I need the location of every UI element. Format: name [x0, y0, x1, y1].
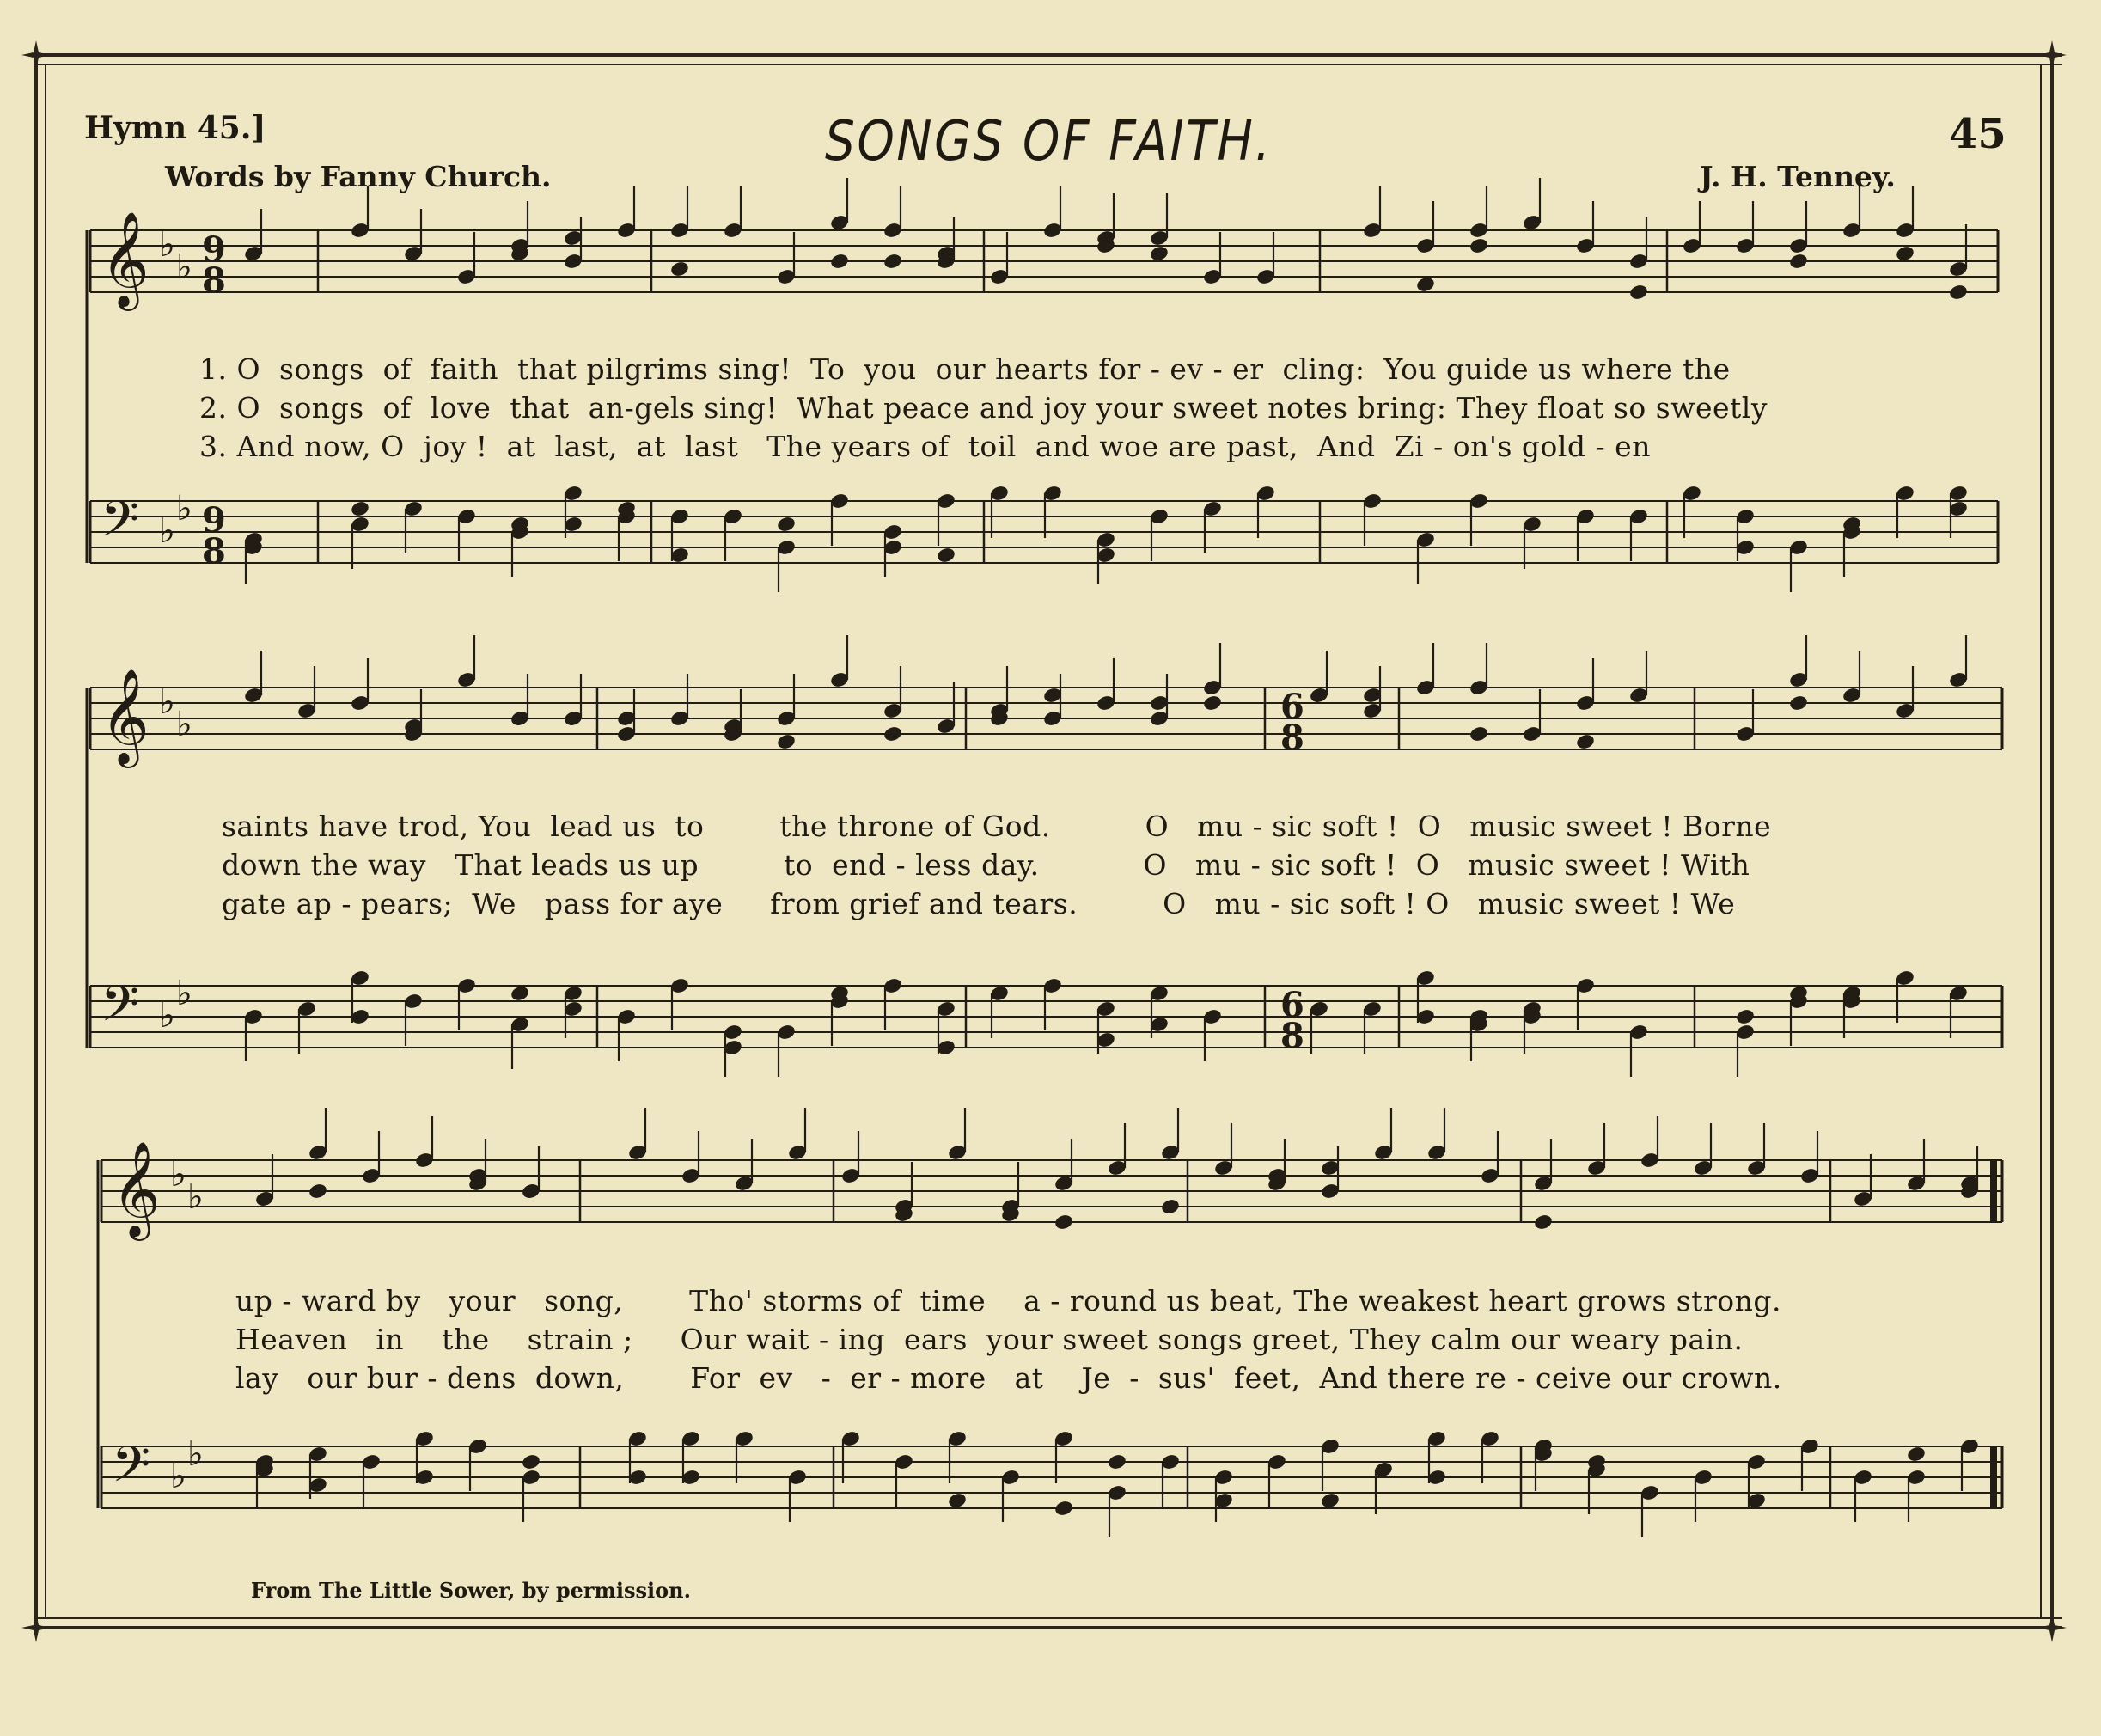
note-head: [1469, 237, 1489, 255]
note-head: [669, 260, 690, 278]
note-head: [1107, 1453, 1127, 1471]
note-head: [521, 1453, 541, 1471]
lyric-line: 1. O songs of faith that pilgrims sing! To you our hearts for - ev - er cling: You guide us where the: [199, 352, 1731, 386]
note-head: [1149, 245, 1170, 263]
bass-clef-icon: 𝄢: [101, 975, 140, 1045]
source-credit: From The Little Sower, by permission.: [251, 1578, 691, 1603]
time-signature-numerator: 9: [202, 229, 226, 270]
lyric-line: down the way That leads us up to end - less day. O mu - sic soft ! O music sweet ! With: [222, 848, 1750, 882]
note-head: [1895, 245, 1915, 263]
note-head: [1735, 1008, 1756, 1026]
flat-icon: ♭: [176, 489, 192, 529]
flat-icon: ♭: [176, 974, 192, 1013]
time-signature-numerator: 6: [1280, 985, 1304, 1025]
note-head: [1533, 1213, 1554, 1232]
lyric-line: saints have trod, You lead us to the throne of God. O mu - sic soft ! O music sweet ! Borne: [222, 810, 1772, 843]
note-head: [1948, 284, 1969, 302]
note-head: [1575, 733, 1596, 751]
flat-icon: ♭: [170, 1155, 186, 1195]
note-head: [1054, 1213, 1074, 1232]
flat-icon: ♭: [176, 705, 192, 744]
note-head: [308, 1183, 328, 1201]
lyric-line: lay our bur - dens down, For ev - er - more at Je - sus' feet, And there re - ceive our crown.: [235, 1361, 1782, 1395]
bass-clef-icon: 𝄢: [101, 490, 140, 560]
note-head: [883, 725, 903, 743]
time-signature-denominator: 8: [202, 531, 226, 572]
lyric-line: gate ap - pears; We pass for aye from grief and tears. O mu - sic soft ! O music sweet ! We: [222, 887, 1736, 920]
flat-icon: ♭: [170, 1457, 186, 1496]
flat-icon: ♭: [159, 996, 175, 1036]
lyric-line: 2. O songs of love that an-gels sing! What peace and joy your sweet notes bring: They float so sweetly: [199, 391, 1768, 425]
lyric-line: up - ward by your song, Tho' storms of time a - round us beat, The weakest heart grows strong.: [235, 1284, 1781, 1317]
hymn-number: Hymn 45.]: [84, 110, 266, 146]
time-signature-numerator: 6: [1280, 687, 1304, 727]
treble-clef-icon: 𝄞: [101, 211, 150, 307]
note-head: [1906, 1446, 1927, 1464]
page-title: SONGS OF FAITH.: [825, 110, 1273, 174]
flat-icon: ♭: [159, 682, 175, 722]
note-head: [1415, 276, 1436, 294]
bass-clef-icon: 𝄢: [112, 1435, 151, 1506]
lyric-line: Heaven in the strain ; Our wait - ing ears your sweet songs greet, They calm our weary pain.: [235, 1323, 1744, 1356]
flat-icon: ♭: [187, 1177, 204, 1217]
note-head: [883, 253, 903, 271]
lyric-line: 3. And now, O joy ! at last, at last The years of toil and woe are past, And Zi - on's gold - en: [199, 430, 1651, 463]
note-head: [1202, 694, 1223, 712]
note-head: [829, 253, 850, 271]
time-signature-denominator: 8: [1280, 1016, 1304, 1056]
note-head: [1160, 1198, 1181, 1216]
note-head: [1788, 253, 1809, 271]
note-head: [1628, 284, 1649, 302]
flat-icon: ♭: [176, 248, 192, 287]
note-head: [776, 516, 797, 534]
page-number: 45: [1949, 110, 2006, 158]
note-head: [1320, 1492, 1341, 1510]
note-head: [776, 733, 797, 751]
flat-icon: ♭: [187, 1434, 204, 1474]
note-head: [1788, 694, 1809, 712]
note-head: [936, 547, 956, 565]
treble-clef-icon: 𝄞: [101, 668, 150, 764]
note-head: [947, 1492, 968, 1510]
treble-clef-icon: 𝄞: [112, 1140, 161, 1237]
note-head: [350, 500, 370, 518]
flat-icon: ♭: [159, 511, 175, 551]
note-head: [510, 985, 530, 1003]
note-head: [1054, 1500, 1074, 1518]
note-head: [1469, 725, 1489, 743]
composer-credit: J. H. Tenney.: [1700, 160, 1896, 193]
time-signature-numerator: 9: [202, 500, 226, 541]
time-signature-denominator: 8: [1280, 718, 1304, 758]
words-credit: Words by Fanny Church.: [165, 160, 552, 193]
time-signature-denominator: 8: [202, 260, 226, 301]
flat-icon: ♭: [159, 225, 175, 265]
